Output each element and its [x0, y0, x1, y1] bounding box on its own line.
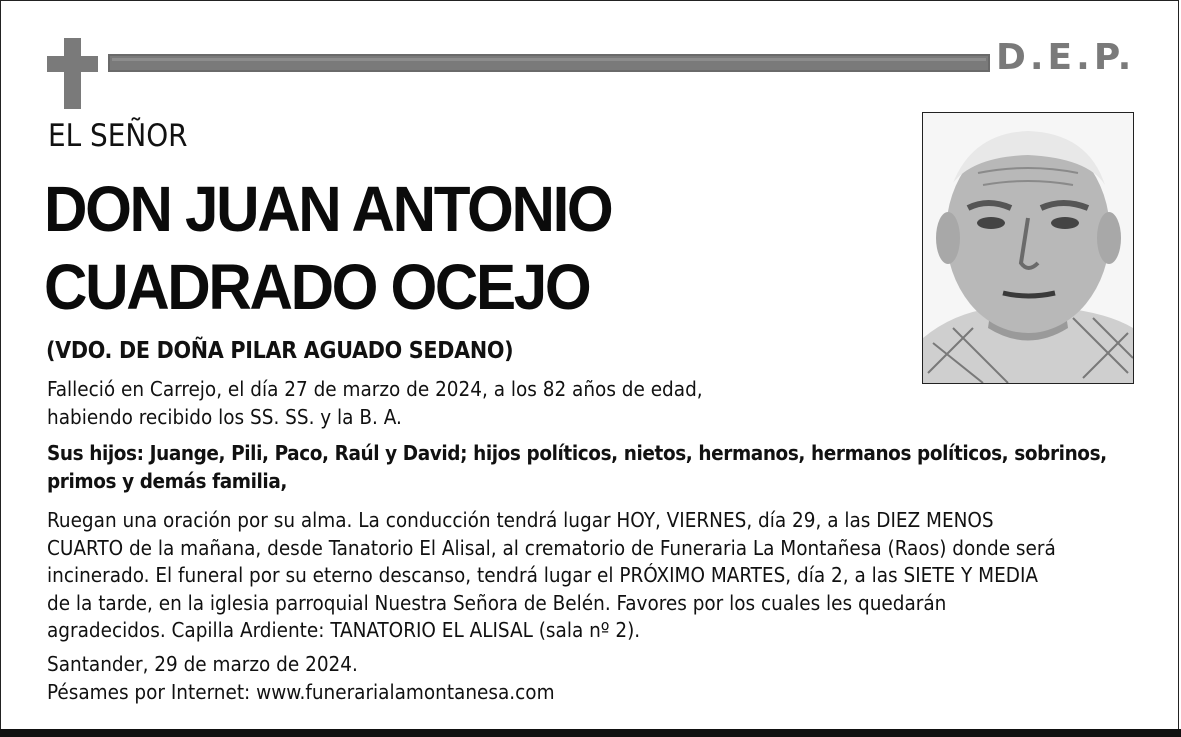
- service-line-3: incinerado. El funeral por su eterno descanso, tendrá lugar el PRÓXIMO MARTES, día 2, a las SIETE Y MEDIA: [47, 563, 1038, 587]
- bottom-rule: [0, 729, 1181, 737]
- service-line-2: CUARTO de la mañana, desde Tanatorio El Alisal, al crematorio de Funeraria La Montañesa (Raos) donde será: [47, 535, 1056, 560]
- family-line-1: Sus hijos: Juange, Pili, Paco, Raúl y David; hijos políticos, nietos, hermanos, hermanos políticos, sobrinos,: [47, 441, 1107, 465]
- death-line-1: Falleció en Carrejo, el día 27 de marzo de 2024, a los 82 años de edad,: [47, 377, 703, 401]
- condolences-line: Pésames por Internet: www.funerarialamontanesa.com: [47, 679, 555, 704]
- honorific: EL SEÑOR: [48, 118, 188, 154]
- name-line-2: CUADRADO OCEJO: [44, 251, 590, 323]
- widower-of: (VDO. DE DOÑA PILAR AGUADO SEDANO): [46, 338, 514, 364]
- family-paragraph: [47, 440, 1147, 495]
- place-date: Santander, 29 de marzo de 2024.: [47, 652, 358, 676]
- dep-label: D.E.P.: [996, 37, 1136, 78]
- name-line-1: DON JUAN ANTONIO: [44, 173, 612, 245]
- header-rule: [108, 54, 990, 72]
- closing-paragraph: [47, 651, 847, 706]
- family-line-2: primos y demás familia,: [47, 468, 287, 493]
- death-paragraph: [47, 376, 907, 431]
- deceased-name: [44, 170, 843, 326]
- service-paragraph: [47, 507, 1157, 645]
- service-line-1: Ruegan una oración por su alma. La conducción tendrá lugar HOY, VIERNES, día 29, a las DIEZ MENOS: [47, 508, 994, 532]
- portrait-photo: [922, 112, 1134, 384]
- service-line-4: de la tarde, en la iglesia parroquial Nuestra Señora de Belén. Favores por los cuales les quedarán: [47, 590, 947, 615]
- death-line-2: habiendo recibido los SS. SS. y la B. A.: [47, 404, 402, 429]
- service-line-5: agradecidos. Capilla Ardiente: TANATORIO EL ALISAL (sala nº 2).: [47, 618, 641, 642]
